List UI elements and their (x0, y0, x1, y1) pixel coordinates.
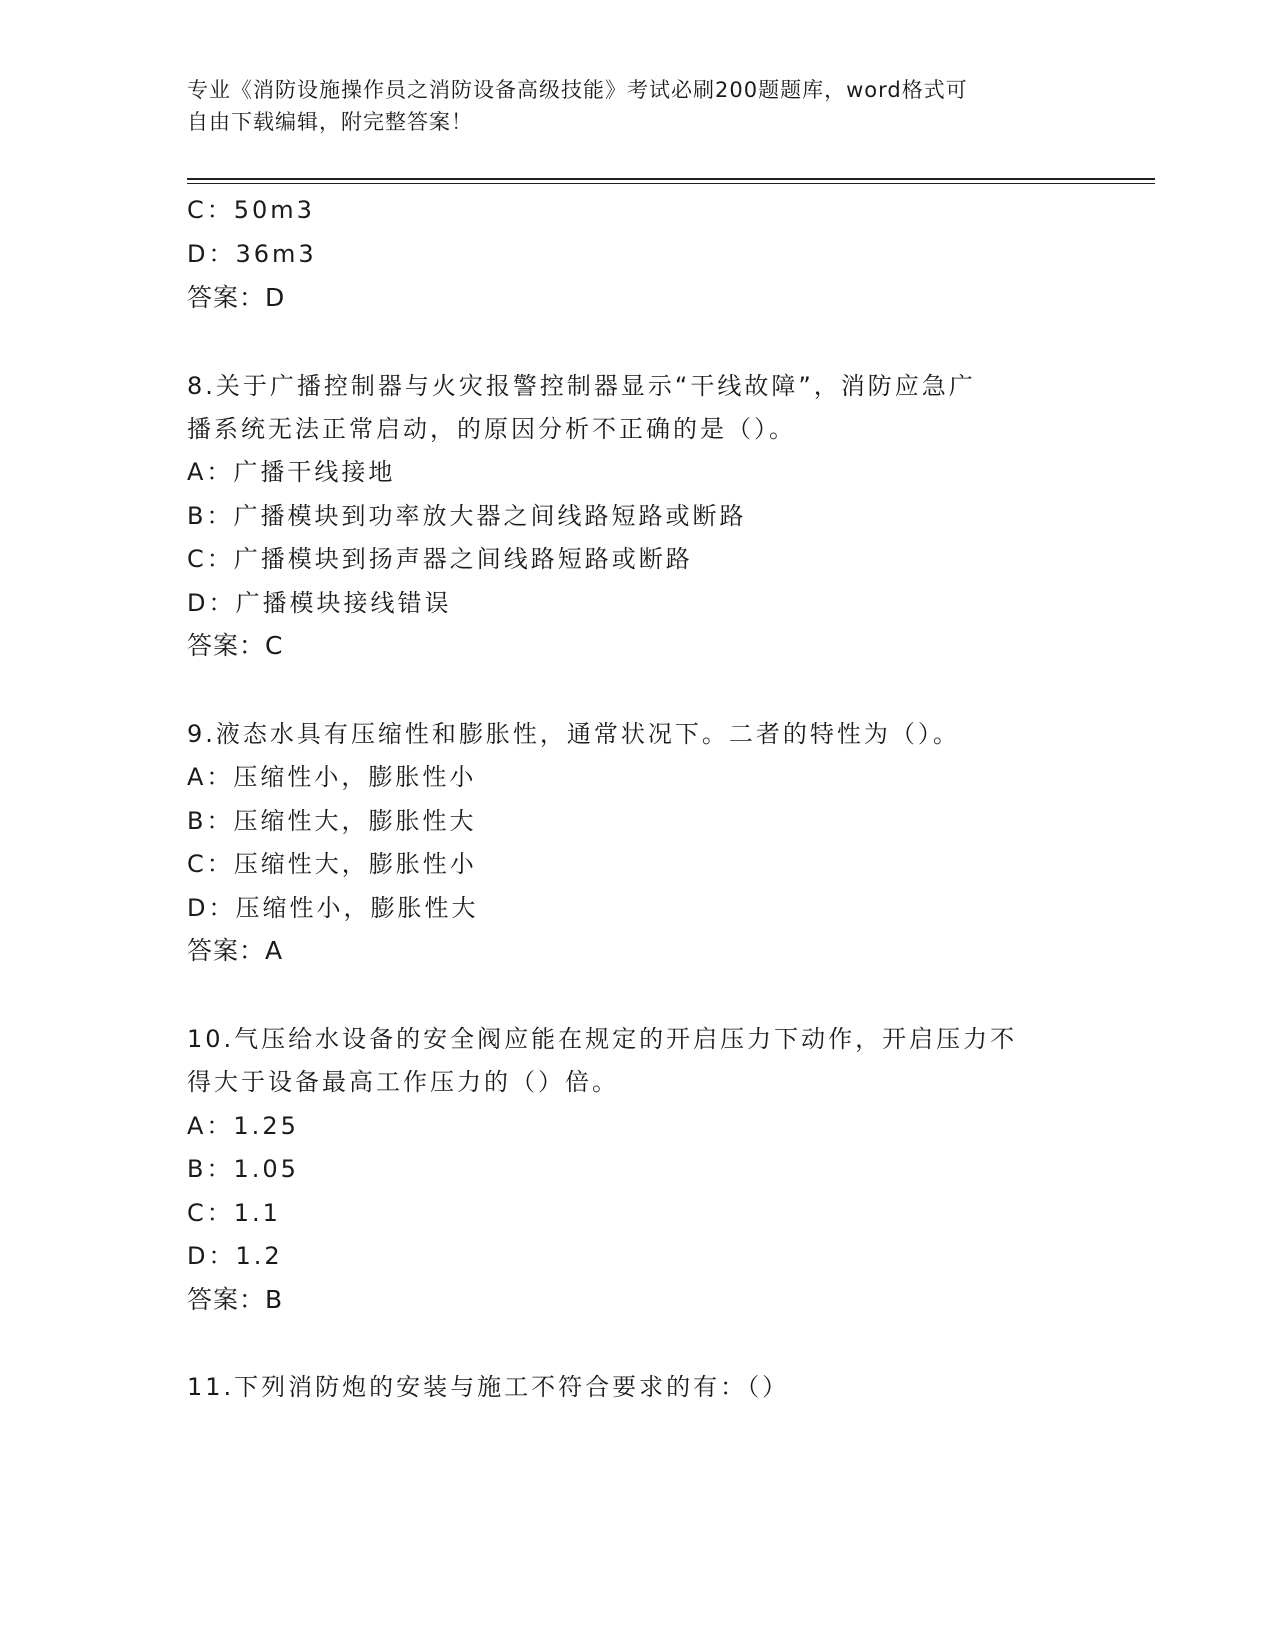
answer: 答案：B (187, 1285, 284, 1314)
header-rule-thick (187, 178, 1155, 180)
header-line-1: 专业《消防设施操作员之消防设备高级技能》考试必刷200题题库，word格式可 (187, 78, 968, 102)
header-rule-thin (187, 183, 1155, 184)
answer: 答案：C (187, 631, 284, 660)
question-9-text: 9.液态水具有压缩性和膨胀性，通常状况下。二者的特性为（）。 (187, 720, 960, 748)
option-a: A：1.25 (187, 1112, 299, 1140)
option-a: A：广播干线接地 (187, 458, 396, 486)
question-10-text-line-1: 10.气压给水设备的安全阀应能在规定的开启压力下动作，开启压力不 (187, 1025, 1018, 1053)
question-8-text-line-2: 播系统无法正常启动，的原因分析不正确的是（）。 (187, 415, 796, 443)
option-c: C：压缩性大，膨胀性小 (187, 850, 477, 878)
option-d: D：压缩性小，膨胀性大 (187, 894, 479, 922)
question-10-text-line-2: 得大于设备最高工作压力的（）倍。 (187, 1068, 619, 1096)
header-line-2: 自由下载编辑，附完整答案！ (187, 110, 473, 134)
option-c: C：50m3 (187, 196, 315, 224)
option-a: A：压缩性小，膨胀性小 (187, 763, 477, 791)
option-b: B：广播模块到功率放大器之间线路短路或断路 (187, 502, 747, 530)
option-b: B：1.05 (187, 1155, 299, 1183)
option-d: D：广播模块接线错误 (187, 589, 452, 617)
option-d: D：1.2 (187, 1242, 283, 1270)
option-c: C：1.1 (187, 1199, 281, 1227)
document-header (187, 74, 1067, 138)
option-c: C：广播模块到扬声器之间线路短路或断路 (187, 545, 693, 573)
question-11-text: 11.下列消防炮的安装与施工不符合要求的有：（） (187, 1373, 790, 1401)
answer: 答案：D (187, 283, 286, 312)
option-b: B：压缩性大，膨胀性大 (187, 807, 477, 835)
question-8-text-line-1: 8.关于广播控制器与火灾报警控制器显示“干线故障”，消防应急广 (187, 372, 976, 400)
answer: 答案：A (187, 936, 284, 965)
option-d: D：36m3 (187, 240, 317, 268)
